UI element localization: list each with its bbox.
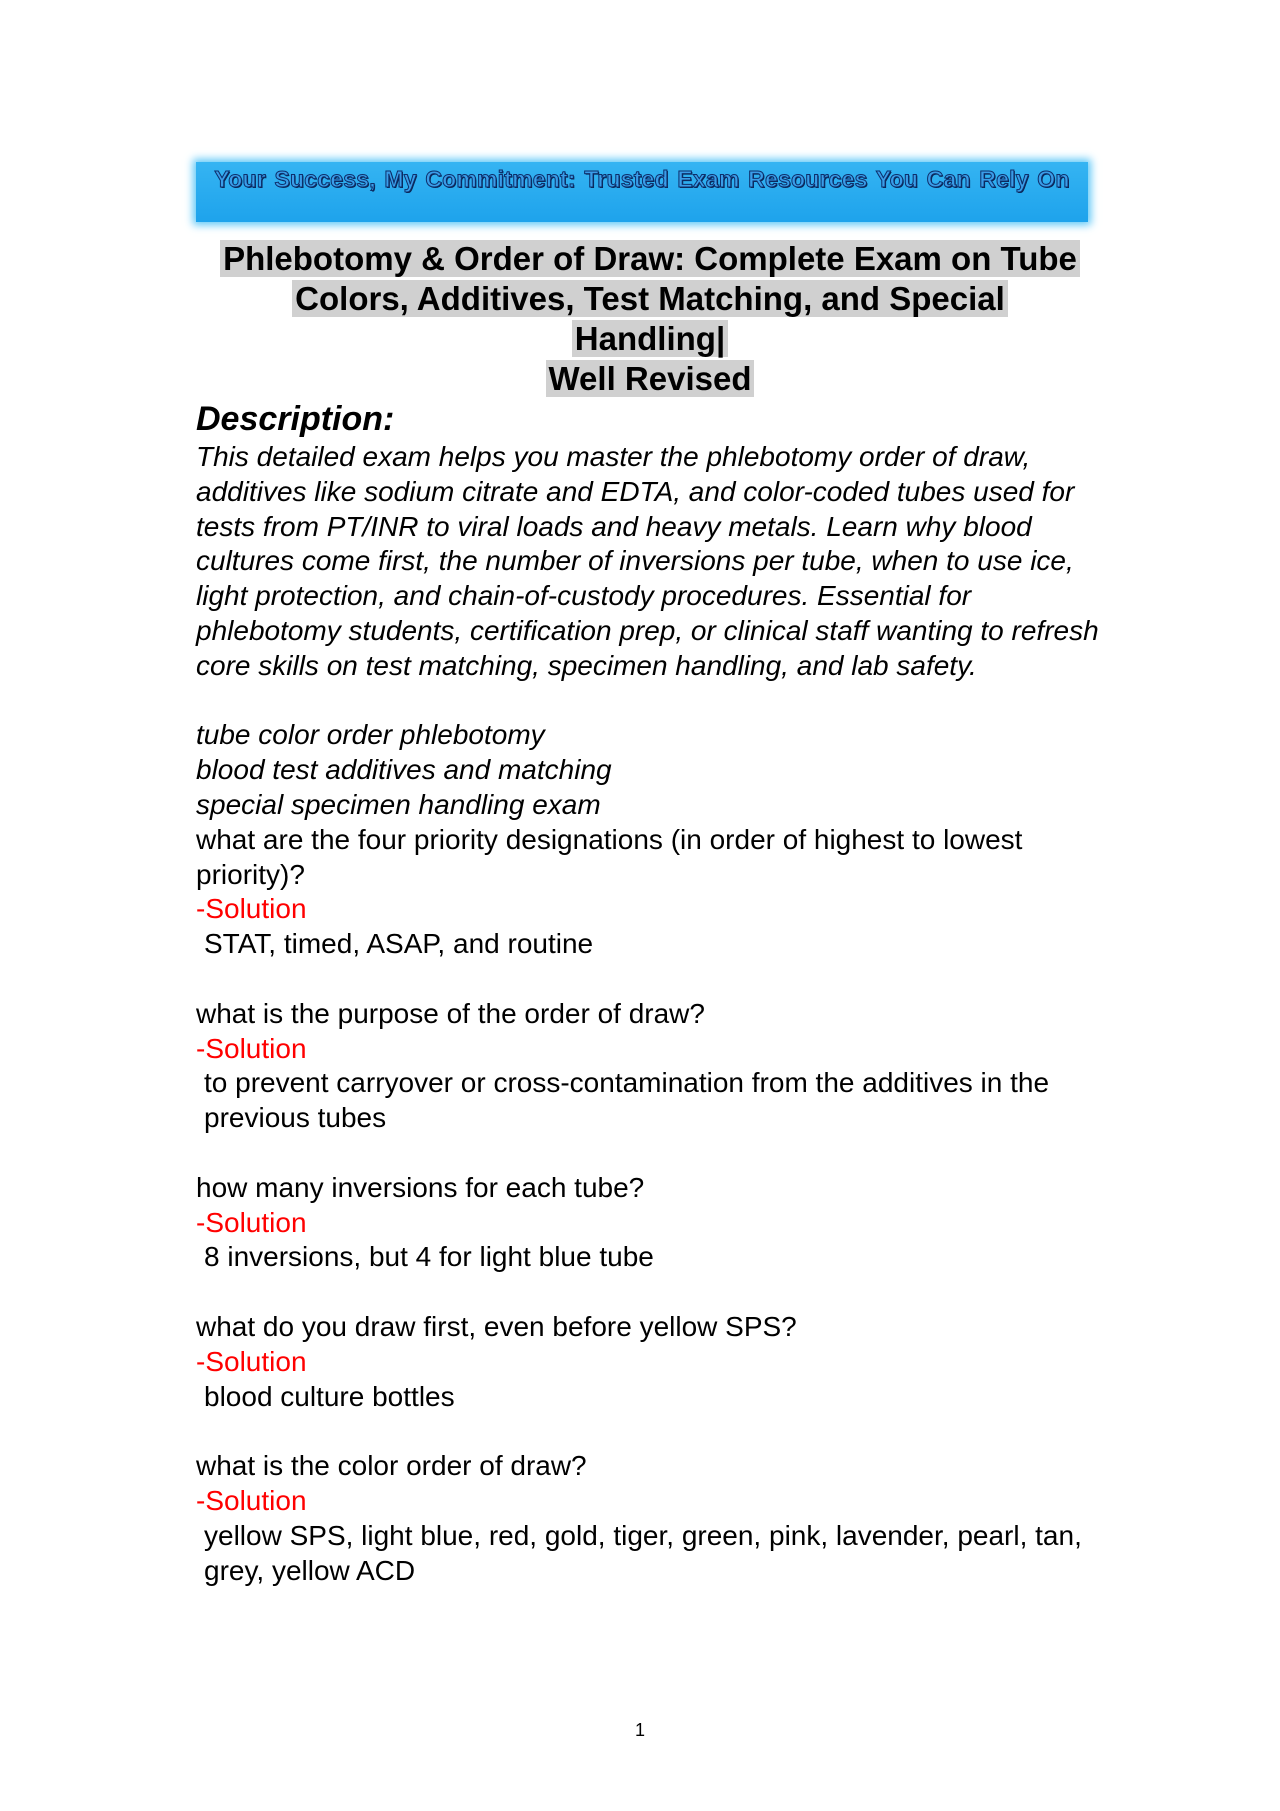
question-block xyxy=(196,1310,1116,1414)
document-title xyxy=(190,239,1110,399)
page-number: 1 xyxy=(634,1720,645,1740)
question-text: what are the four priority designations (in order of highest to lowest priority)? xyxy=(196,823,1023,890)
tag-item: tube color order phlebotomy xyxy=(196,719,545,751)
answer-text: to prevent carryover or cross-contamination from the additives in the previous tubes xyxy=(204,1067,1050,1134)
question-block xyxy=(196,997,1116,1136)
answer-text: STAT, timed, ASAP, and routine xyxy=(204,928,594,960)
question-block xyxy=(196,823,1116,962)
document-content xyxy=(196,398,1116,1588)
tag-item: special specimen handling exam xyxy=(196,788,601,820)
title-line-4: Well Revised xyxy=(546,360,755,397)
solution-label: -Solution xyxy=(196,1484,307,1516)
question-block xyxy=(196,1171,1116,1275)
banner-text: Your Success, My Commitment: Trusted Exam Resources You Can Rely On xyxy=(214,166,1070,192)
question-text: what is the purpose of the order of draw? xyxy=(196,997,705,1029)
solution-label: -Solution xyxy=(196,1032,307,1064)
solution-label: -Solution xyxy=(196,1206,307,1238)
answer-text: yellow SPS, light blue, red, gold, tiger, green, pink, lavender, pearl, tan, grey, yellow ACD xyxy=(204,1519,1082,1586)
question-text: what do you draw first, even before yellow SPS? xyxy=(196,1310,797,1342)
title-line-1: Phlebotomy & Order of Draw: Complete Exam on Tube xyxy=(220,240,1080,277)
question-text: what is the color order of draw? xyxy=(196,1450,587,1482)
description-body: This detailed exam helps you master the phlebotomy order of draw, additives like sodium citrate and EDTA, and color-coded tubes used for tests from PT/INR to viral loads and heavy metals. Learn why blood cultures come first, the number of inversions per tube, when to use ice, light protection, and chain-of-custody procedures. Essential for phlebotomy students, certification prep, or clinical staff wanting to refresh core skills on test matching, specimen handling, and lab safety. xyxy=(196,441,1099,681)
description-heading: Description: xyxy=(196,400,395,438)
title-line-3: Handling| xyxy=(572,320,728,357)
header-banner xyxy=(196,162,1088,222)
question-text: how many inversions for each tube? xyxy=(196,1171,645,1203)
solution-label: -Solution xyxy=(196,1345,307,1377)
tag-item: blood test additives and matching xyxy=(196,754,612,786)
answer-text: 8 inversions, but 4 for light blue tube xyxy=(204,1241,654,1273)
question-block xyxy=(196,1449,1116,1588)
title-line-2: Colors, Additives, Test Matching, and Special xyxy=(292,280,1008,317)
solution-label: -Solution xyxy=(196,893,307,925)
answer-text: blood culture bottles xyxy=(204,1380,455,1412)
